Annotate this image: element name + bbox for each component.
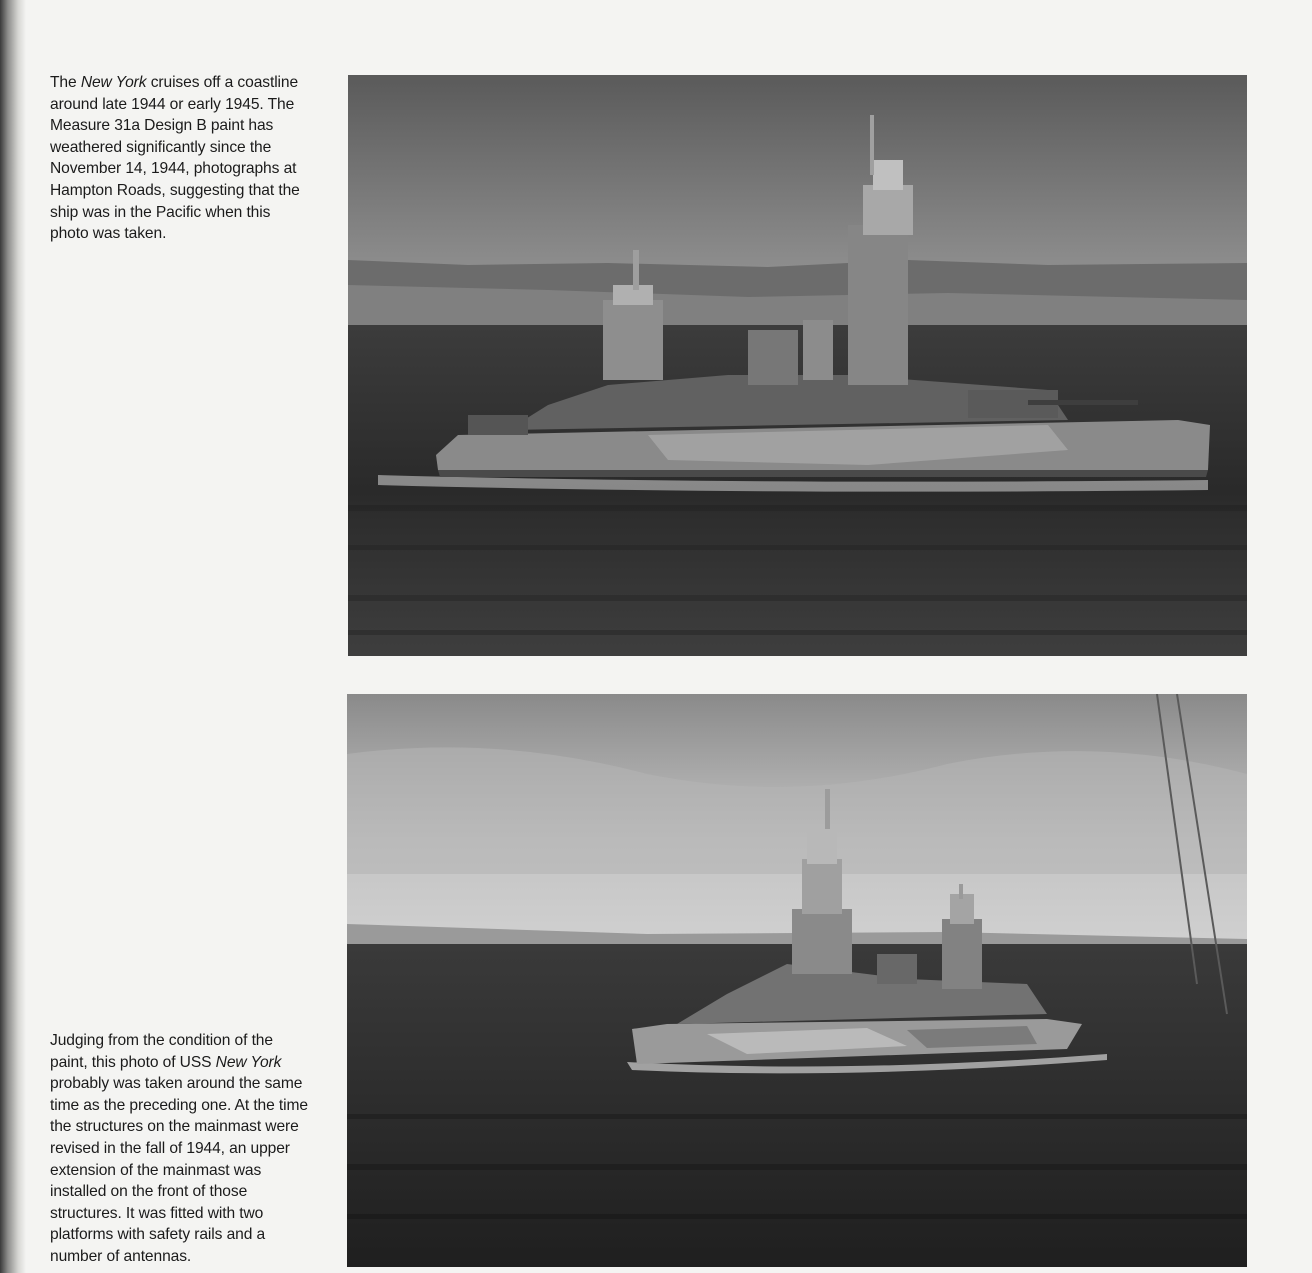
- battleship-photo-illustration: [347, 694, 1247, 1267]
- caption-segment: probably was taken around the same time as the preceding one. At the time the structures on the mainmast were revised in the fall of 1944, an upper extension of the mainmast was installed on the front of those structures. It was fitted with two platforms with safety rails and a number of antennas.: [50, 1075, 308, 1265]
- photo-caption-top: [50, 72, 312, 245]
- photo-caption-bottom: [50, 1030, 312, 1268]
- caption-segment: Judging from the condition of the paint, this photo of USS: [50, 1032, 273, 1071]
- photo-new-york-underway: [347, 694, 1247, 1267]
- battleship-photo-illustration: [348, 75, 1247, 656]
- page-gutter-shadow: [0, 0, 26, 1273]
- caption-segment: The: [50, 74, 81, 91]
- caption-segment: cruises off a coastline around late 1944 or early 1945. The Measure 31a Design B paint has weathered significantly since the November 14, 1944, photographs at Hampton Roads, suggesting that the ship was in the Pacific when this photo was taken.: [50, 74, 300, 243]
- caption-text: [50, 72, 312, 245]
- caption-text: [50, 1030, 312, 1268]
- ship-name: New York: [215, 1053, 282, 1071]
- photo-new-york-coastline: [348, 75, 1247, 656]
- ship-name: New York: [80, 74, 147, 91]
